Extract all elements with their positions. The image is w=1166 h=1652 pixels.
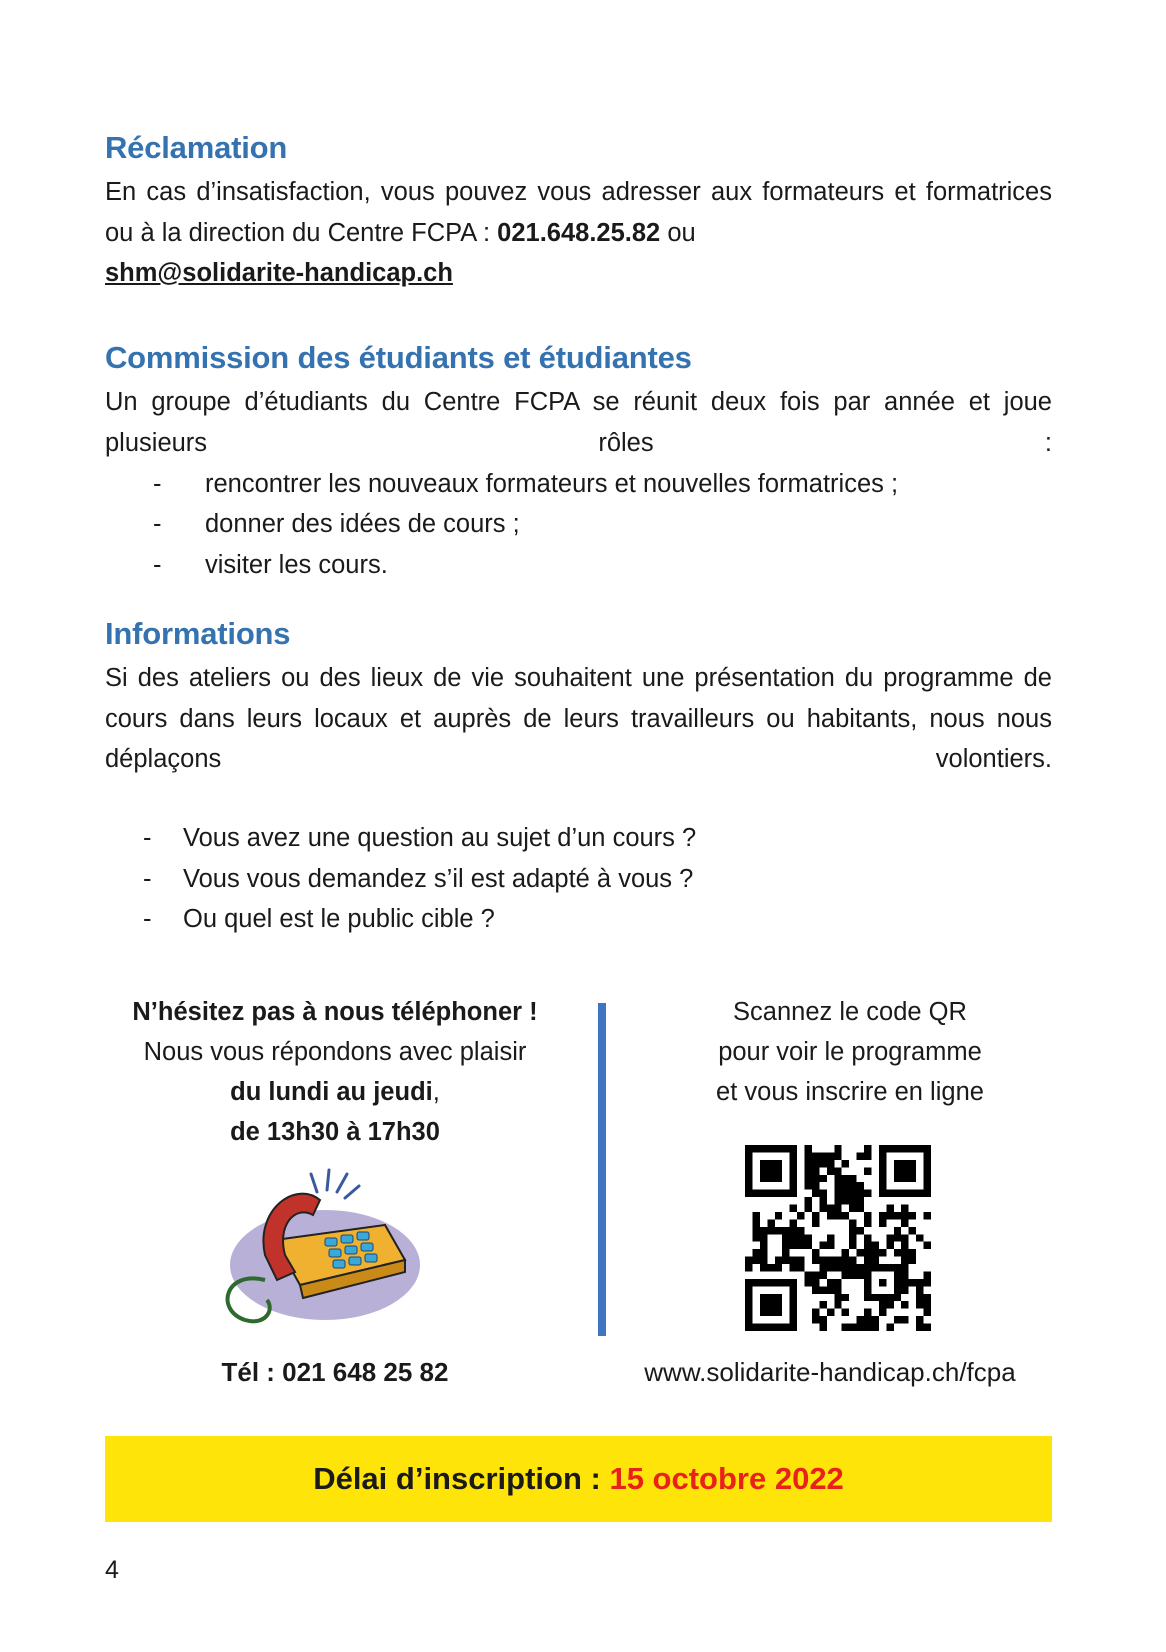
commission-list xyxy=(105,464,1052,586)
dash-bullet: - xyxy=(143,905,152,933)
dash-bullet: - xyxy=(153,510,162,538)
qr-code[interactable] xyxy=(745,1145,931,1331)
reclamation-or: ou xyxy=(660,218,696,247)
informations-list xyxy=(105,818,1052,940)
list-item: - visiter les cours. xyxy=(105,545,1052,586)
qr-line-3: et vous inscrire en ligne xyxy=(716,1078,984,1106)
informations-text: Si des ateliers ou des lieux de vie souhaitent une présentation du programme de cours dans leurs locaux et auprès de leurs travailleurs ou habitants, nous nous déplaçons volontiers. xyxy=(105,664,1052,773)
reclamation-phone: 021.648.25.82 xyxy=(497,218,661,247)
page-number: 4 xyxy=(105,1556,119,1584)
qr-line-1: Scannez le code QR xyxy=(733,998,967,1026)
contact-heading: N’hésitez pas à nous téléphoner ! xyxy=(132,998,538,1026)
contact-hours: de 13h30 à 17h30 xyxy=(230,1118,440,1146)
section-commission xyxy=(105,338,1052,585)
column-divider xyxy=(598,1003,606,1336)
list-item: - Vous vous demandez s’il est adapté à vous ? xyxy=(105,859,1052,900)
commission-text: Un groupe d’étudiants du Centre FCPA se réunit deux fois par année et joue plusieurs rôles : xyxy=(105,388,1052,457)
deadline-date: 15 octobre 2022 xyxy=(609,1461,844,1496)
section-title-reclamation: Réclamation xyxy=(105,130,288,165)
deadline-banner xyxy=(105,1436,1052,1522)
contact-line: Nous vous répondons avec plaisir xyxy=(143,1038,527,1066)
contact-days-line: du lundi au jeudi, xyxy=(230,1078,440,1106)
list-item: - Ou quel est le public cible ? xyxy=(105,899,1052,940)
list-item: - rencontrer les nouveaux formateurs et nouvelles formatrices ; xyxy=(105,464,1052,505)
reclamation-email-link[interactable]: shm@solidarite-handicap.ch xyxy=(105,259,453,287)
list-item: - donner des idées de cours ; xyxy=(105,504,1052,545)
list-item: - Vous avez une question au sujet d’un cours ? xyxy=(105,818,1052,859)
reclamation-text-before: En cas d’insatisfaction, vous pouvez vous adresser aux formateurs et formatrices ou à la direction du Centre FCPA : xyxy=(105,178,1052,247)
dash-bullet: - xyxy=(143,864,152,893)
deadline-label: Délai d’inscription : xyxy=(313,1461,610,1496)
dash-bullet: - xyxy=(153,469,162,498)
section-title-informations: Informations xyxy=(105,616,291,651)
contact-days: du lundi au jeudi xyxy=(230,1078,433,1106)
section-informations xyxy=(105,614,1052,940)
dash-bullet: - xyxy=(153,550,162,579)
website-link[interactable]: www.solidarite-handicap.ch/fcpa xyxy=(644,1357,1016,1387)
section-title-commission: Commission des étudiants et étudiantes xyxy=(105,340,692,375)
section-reclamation xyxy=(105,128,1052,294)
contact-column xyxy=(95,992,575,1152)
phone-number: Tél : 021 648 25 82 xyxy=(221,1357,449,1387)
reclamation-text xyxy=(105,172,1052,294)
telephone-icon xyxy=(205,1160,425,1340)
qr-column xyxy=(660,992,1040,1112)
qr-line-2: pour voir le programme xyxy=(718,1038,982,1066)
dash-bullet: - xyxy=(143,824,152,852)
